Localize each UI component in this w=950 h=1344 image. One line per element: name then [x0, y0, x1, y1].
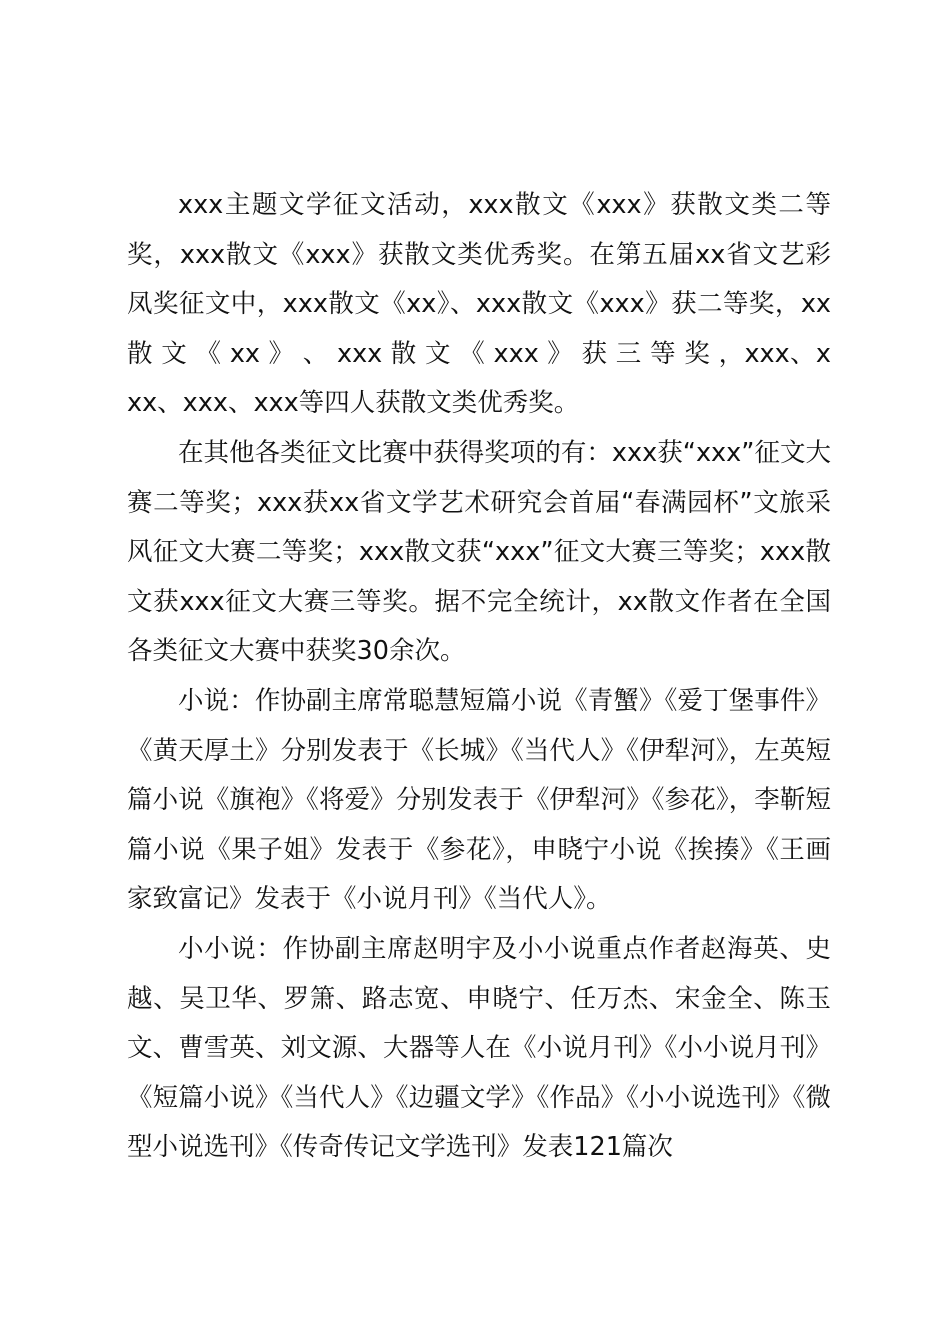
paragraph-novels: 小说：作协副主席常聪慧短篇小说《青蟹》《爱丁堡事件》《黄天厚土》分别发表于《长城》《当代人》《伊犁河》，左英短篇小说《旗袍》《将爱》分别发表于《伊犁河》《参花》，李靳短篇小说《果子姐》发表于《参花》，申晓宁小说《挨揍》《王画家致富记》发表于《小说月刊》《当代人》。 — [127, 685, 831, 915]
paragraph-short-stories: 小小说：作协副主席赵明宇及小小说重点作者赵海英、史越、吴卫华、罗箫、路志宽、申晓宁、任万杰、宋金全、陈玉文、曹雪英、刘文源、大器等人在《小说月刊》《小小说月刊》《短篇小说》《当代人》《边疆文学》《作品》《小小说选刊》《微型小说选刊》《传奇传记文学选刊》发表121篇次 — [127, 933, 831, 1163]
paragraph-other-competitions: 在其他各类征文比赛中获得奖项的有：xxx获“xxx”征文大赛二等奖；xxx获xx省文学艺术研究会首届“春满园杯”文旅采风征文大赛二等奖；xxx散文获“xxx”征文大赛三等奖；xxx散文获xxx征文大赛三等奖。据不完全统计，xx散文作者在全国各类征文大赛中获奖30余次。 — [127, 437, 831, 667]
paragraph-essay-awards: xxx主题文学征文活动，xxx散文《xxx》获散文类二等奖，xxx散文《xxx》获散文类优秀奖。在第五届xx省文艺彩凤奖征文中，xxx散文《xx》、xxx散文《xxx》获二等奖，xx 散 文 《 xx 》 、 xxx 散 文 《 xxx 》 获 三 等 奖 ，xxx、xxx、xxx、xxx等四人获散文类优秀奖。 — [127, 190, 831, 419]
document-body — [127, 181, 831, 1173]
